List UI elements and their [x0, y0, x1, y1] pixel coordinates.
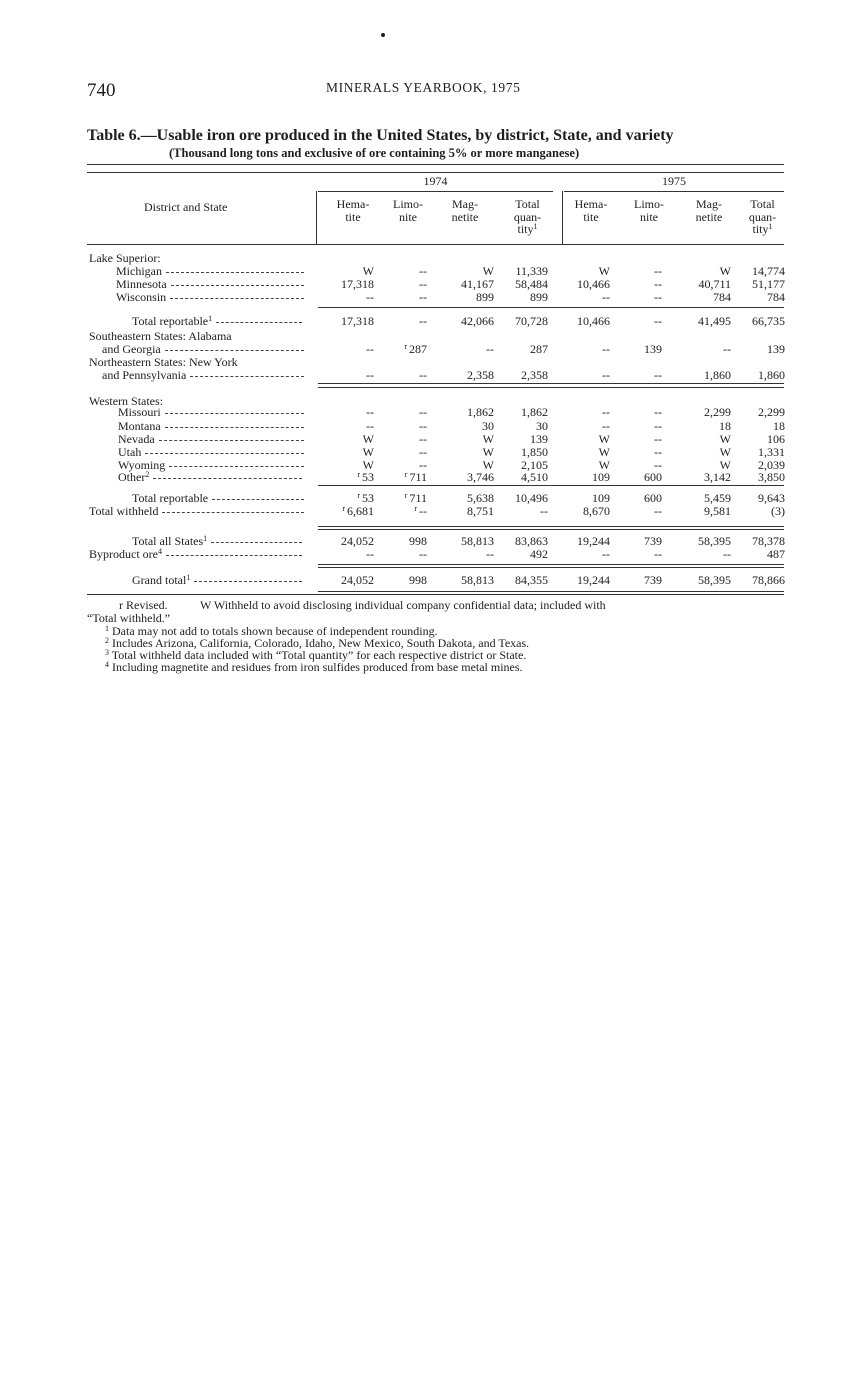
- table-cell: 41,495: [698, 314, 731, 328]
- group-lake-superior: Lake Superior:: [89, 251, 161, 265]
- table-cell: 2,039: [758, 458, 785, 472]
- table-cell: --: [419, 314, 427, 328]
- table-cell: --: [419, 405, 427, 419]
- table-cell: W: [482, 264, 494, 278]
- table-cell: $^r$ 6,681: [342, 504, 374, 518]
- table-cell: 109: [592, 491, 610, 505]
- row-label: Total reportable: [132, 492, 304, 505]
- table-cell: --: [654, 445, 662, 459]
- table-cell: 10,466: [577, 277, 610, 291]
- table-cell: 2,299: [758, 405, 785, 419]
- table-cell: --: [540, 504, 548, 518]
- table-cell: --: [602, 547, 610, 561]
- column-header-3: Mag- netite: [451, 197, 479, 224]
- table-cell: 139: [530, 432, 548, 446]
- row-label: Minnesota: [116, 278, 304, 291]
- table-cell: 8,670: [583, 504, 610, 518]
- table-cell: W: [719, 264, 731, 278]
- column-header-5: Hema- tite: [574, 197, 608, 224]
- table-cell: 998: [409, 573, 427, 587]
- table-cell: W: [719, 445, 731, 459]
- table-cell: --: [654, 405, 662, 419]
- table-cell: --: [366, 419, 374, 433]
- year-1975-header: 1975: [662, 174, 686, 188]
- table-cell: 30: [536, 419, 548, 433]
- row-label: Montana: [118, 420, 304, 433]
- table-cell: --: [419, 419, 427, 433]
- footnote-withheld-2: “Total withheld.”: [87, 611, 171, 625]
- table-cell: 899: [476, 290, 494, 304]
- row-label: Total reportable$^1$: [132, 315, 302, 328]
- table-cell: 2,358: [467, 368, 494, 382]
- footnote-2: Includes Arizona, California, Colorado, Idaho, New Mexico, South Dakota, and Texas.: [112, 636, 530, 650]
- row-label: Wisconsin: [116, 291, 304, 304]
- table-cell: $^r$ 711: [404, 470, 427, 484]
- table-cell: 19,244: [577, 573, 610, 587]
- table-cell: 3,142: [704, 470, 731, 484]
- table-cell: 58,484: [515, 277, 548, 291]
- row-label: and Georgia: [102, 343, 304, 356]
- table-cell: 739: [644, 573, 662, 587]
- table-cell: 19,244: [577, 534, 610, 548]
- table-cell: W: [482, 445, 494, 459]
- table-cell: 998: [409, 534, 427, 548]
- table-cell: --: [654, 264, 662, 278]
- table-cell: --: [723, 547, 731, 561]
- table-cell: --: [366, 342, 374, 356]
- table-cell: $^r$ 53: [357, 470, 374, 484]
- table-cell: W: [598, 432, 610, 446]
- table-cell: 109: [592, 470, 610, 484]
- row-label: Total withheld: [89, 505, 304, 518]
- table-cell: --: [654, 368, 662, 382]
- table-cell: (3): [771, 504, 785, 518]
- group-western: Western States:: [89, 394, 164, 408]
- table-cell: 40,711: [698, 277, 731, 291]
- table-cell: 5,459: [704, 491, 731, 505]
- table-cell: --: [366, 547, 374, 561]
- table-cell: 139: [767, 342, 785, 356]
- row-label: Wyoming: [118, 459, 304, 472]
- table-cell: --: [419, 547, 427, 561]
- table-cell: 2,105: [521, 458, 548, 472]
- column-header-2: Limo- nite: [393, 197, 423, 224]
- table-cell: 58,395: [698, 534, 731, 548]
- table-cell: --: [419, 458, 427, 472]
- table-cell: W: [362, 432, 374, 446]
- column-header-1: Hema- tite: [336, 197, 370, 224]
- column-header-4: Total quan- tity$^1$: [513, 197, 542, 236]
- table-cell: 10,496: [515, 491, 548, 505]
- table-cell: 1,860: [758, 368, 785, 382]
- table-cell: 600: [644, 491, 662, 505]
- table-cell: --: [602, 290, 610, 304]
- table-cell: 739: [644, 534, 662, 548]
- table-cell: W: [362, 445, 374, 459]
- table-cell: 5,638: [467, 491, 494, 505]
- table-cell: 51,177: [752, 277, 785, 291]
- table-cell: 17,318: [341, 277, 374, 291]
- table-cell: --: [654, 432, 662, 446]
- row-label: Utah: [118, 446, 304, 459]
- table-cell: 70,728: [515, 314, 548, 328]
- table-cell: 4,510: [521, 470, 548, 484]
- page-number: 740: [87, 80, 116, 101]
- table-cell: 9,643: [758, 491, 785, 505]
- table-cell: --: [486, 342, 494, 356]
- table-cell: W: [719, 458, 731, 472]
- table-cell: 14,774: [752, 264, 785, 278]
- table-cell: --: [486, 547, 494, 561]
- table-cell: 11,339: [515, 264, 548, 278]
- row-label: and Pennsylvania: [102, 369, 304, 382]
- row-label: Nevada: [118, 433, 304, 446]
- group-northeastern: Northeastern States: New York: [89, 355, 238, 369]
- table-cell: --: [419, 277, 427, 291]
- table-cell: 784: [713, 290, 731, 304]
- table-cell: 17,318: [341, 314, 374, 328]
- year-1974-header: 1974: [423, 174, 448, 188]
- table-cell: 1,862: [467, 405, 494, 419]
- footnote-withheld-1: W Withheld to avoid disclosing individual company confidential data; included with: [200, 598, 606, 612]
- table-cell: --: [366, 290, 374, 304]
- table-cell: --: [654, 547, 662, 561]
- table-cell: --: [602, 368, 610, 382]
- footnote-3: Total withheld data included with “Total quantity” for each respective district or State.: [111, 648, 527, 662]
- table-cell: --: [654, 290, 662, 304]
- table-cell: --: [654, 419, 662, 433]
- row-label: Michigan: [116, 265, 304, 278]
- row-label: Grand total$^1$: [132, 574, 302, 587]
- table-cell: W: [362, 264, 374, 278]
- column-header-8: Total quan- tity$^1$: [748, 197, 777, 236]
- table-cell: 42,066: [461, 314, 494, 328]
- stray-mark: [381, 33, 385, 37]
- table-cell: --: [654, 504, 662, 518]
- column-header-6: Limo- nite: [634, 197, 664, 224]
- table-cell: --: [419, 290, 427, 304]
- table-cell: W: [598, 458, 610, 472]
- row-label: Byproduct ore$^4$: [89, 548, 302, 561]
- table-cell: 784: [767, 290, 785, 304]
- table-cell: 83,863: [515, 534, 548, 548]
- table-cell: 1,862: [521, 405, 548, 419]
- table-cell: $^r$ 287: [404, 342, 427, 356]
- table-cell: 78,866: [752, 573, 785, 587]
- table-cell: 58,813: [461, 534, 494, 548]
- table-cell: 10,466: [577, 314, 610, 328]
- table-cell: 106: [767, 432, 785, 446]
- table-cell: --: [419, 264, 427, 278]
- table-cell: 9,581: [704, 504, 731, 518]
- row-label: Missouri: [118, 406, 304, 419]
- table-cell: W: [598, 264, 610, 278]
- table-title: Table 6.—Usable iron ore produced in the United States, by district, State, and variety: [87, 127, 674, 144]
- table-cell: 287: [530, 342, 548, 356]
- table-cell: 58,395: [698, 573, 731, 587]
- footnote-1: Data may not add to totals shown because of independent rounding.: [112, 624, 438, 638]
- table-cell: 1,860: [704, 368, 731, 382]
- table-cell: --: [602, 419, 610, 433]
- footnote-revised: r Revised.: [119, 598, 168, 612]
- table-cell: 487: [767, 547, 785, 561]
- table-cell: 18: [719, 419, 731, 433]
- table-cell: 58,813: [461, 573, 494, 587]
- table-cell: 8,751: [467, 504, 494, 518]
- table-cell: W: [482, 458, 494, 472]
- table-cell: $^r$ --: [414, 504, 427, 518]
- table-cell: --: [602, 342, 610, 356]
- table-cell: --: [654, 458, 662, 472]
- table-cell: --: [366, 368, 374, 382]
- table-cell: $^r$ 711: [404, 491, 427, 505]
- table-cell: 2,299: [704, 405, 731, 419]
- table-cell: 1,331: [758, 445, 785, 459]
- stub-header: District and State: [144, 200, 228, 214]
- table-cell: W: [719, 432, 731, 446]
- running-head: MINERALS YEARBOOK, 1975: [326, 80, 521, 95]
- table-cell: 78,378: [752, 534, 785, 548]
- table-cell: 84,355: [515, 573, 548, 587]
- table-cell: 899: [530, 290, 548, 304]
- table-cell: --: [654, 314, 662, 328]
- table-cell: 24,052: [341, 573, 374, 587]
- table-cell: --: [366, 405, 374, 419]
- table-cell: 30: [482, 419, 494, 433]
- row-label: Other$^2$: [118, 471, 302, 484]
- table-cell: 24,052: [341, 534, 374, 548]
- footnote-4: Including magnetite and residues from iron sulfides produced from base metal mines.: [112, 660, 523, 674]
- table-cell: 18: [773, 419, 785, 433]
- table-cell: W: [598, 445, 610, 459]
- table-cell: 139: [644, 342, 662, 356]
- group-southeastern: Southeastern States: Alabama: [89, 329, 232, 343]
- table-cell: --: [419, 432, 427, 446]
- table-cell: W: [362, 458, 374, 472]
- table-cell: W: [482, 432, 494, 446]
- table-cell: 1,850: [521, 445, 548, 459]
- table-cell: 2,358: [521, 368, 548, 382]
- table-cell: 492: [530, 547, 548, 561]
- table-cell: 600: [644, 470, 662, 484]
- table-cell: --: [602, 405, 610, 419]
- row-label: Total all States$^1$: [132, 535, 302, 548]
- table-cell: $^r$ 53: [357, 491, 374, 505]
- table-cell: 41,167: [461, 277, 494, 291]
- table-subtitle: (Thousand long tons and exclusive of ore containing 5% or more manganese): [169, 146, 580, 160]
- table-cell: --: [419, 445, 427, 459]
- column-header-7: Mag- netite: [695, 197, 723, 224]
- table-cell: 3,746: [467, 470, 494, 484]
- table-cell: --: [419, 368, 427, 382]
- table-cell: --: [723, 342, 731, 356]
- table-cell: 66,735: [752, 314, 785, 328]
- table-cell: --: [654, 277, 662, 291]
- table-cell: 3,850: [758, 470, 785, 484]
